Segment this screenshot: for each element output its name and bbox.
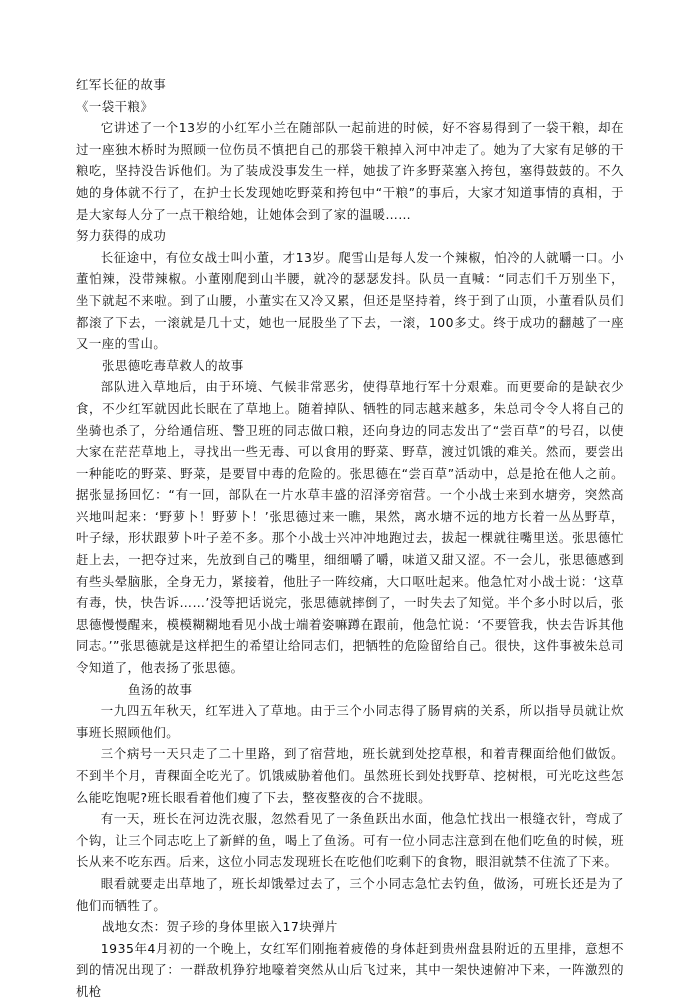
- story-nu-li-huo-de-de-cheng-gong: [76, 225, 624, 355]
- story-paragraph: 部队进入草地后，由于环境、气候非常恶劣，使得草地行军十分艰难。而更要命的是缺衣少食，不少红军就因此长眠在了草地上。随着掉队、牺牲的同志越来越多，朱总司令令人将自己的坐骑也杀了，分给通信班、警卫班的同志做口粮，还向身边的同志发出了“尝百草”的号召，以使大家在茫茫草地上，寻找出一些无毒、可以食用的野菜、野草，渡过饥饿的难关。然而，要尝出一种能吃的野菜、野菜，是要冒中毒的危险的。张思德在“尝百草”活动中，总是抢在他人之前。据张显扬回忆：“有一回，部队在一片水草丰盛的沼泽旁宿营。一个小战士来到水塘旁，突然高兴地叫起来：‘野萝卜！野萝卜！’张思德过来一瞧，果然，离水塘不远的地方长着一丛丛野草，叶子绿，形状跟萝卜叶子差不多。那个小战士兴冲冲地跑过去，拔起一棵就往嘴里送。张思德忙赶上去，一把夺过来，先放到自己的嘴里，细细嚼了嚼，味道又甜又涩。不一会儿，张思德感到有些头晕脑胀，全身无力，紧接着，他肚子一阵绞痛，大口呕吐起来。他急忙对小战士说：‘这草有毒，快，快告诉……’没等把话说完，张思德就摔倒了，一时失去了知觉。半个多小时以后，张思德慢慢醒来，模模糊糊地看见小战士端着姿嘛蹲在跟前，他急忙说：‘不要管我，快去告诉其他同志。’”张思德就是这样把生的希望让给同志们，把牺牲的危险留给自己。很快，这件事被朱总司令知道了，他表扬了张思德。: [76, 379, 624, 676]
- story-he-zi-zhen: [76, 916, 624, 1002]
- document-page: [76, 74, 624, 1003]
- story-heading: 《一袋干粮》: [76, 98, 154, 114]
- story-paragraph: 眼看就要走出草地了，班长却饿晕过去了，三个小同志急忙去钓鱼，做汤，可班长还是为了他们而牺牲了。: [76, 875, 624, 913]
- story-paragraph: 有一天，班长在河边洗衣服，忽然看见了一条鱼跃出水面，他急忙找出一根缝衣针，弯成了个钩，让三个同志吃上了新鲜的鱼，喝上了鱼汤。可有一位小同志注意到在他们吃鱼的时候，班长从来不吃东西。后来，这位小同志发现班长在吃他们吃剩下的食物，眼泪就禁不住流了下来。: [76, 811, 624, 870]
- story-heading: 努力获得的成功: [76, 228, 167, 244]
- document-title: 红军长征的故事: [76, 77, 167, 92]
- story-heading: 鱼汤的故事: [128, 681, 193, 697]
- story-zhang-si-de: [76, 355, 624, 679]
- story-yi-dai-gan-liang: [76, 96, 624, 226]
- story-paragraph: 三个病号一天只走了二十里路，到了宿营地，班长就到处挖草根，和着青稞面给他们做饭。不到半个月，青稞面全吃光了。饥饿威胁着他们。虽然班长到处找野草、挖树根，可光吃这些怎么能吃饱呢?班长眼看着他们瘦了下去，整夜整夜的合不拢眼。: [76, 746, 624, 805]
- story-paragraph: 它讲述了一个13岁的小红军小兰在随部队一起前进的时候，好不容易得到了一袋干粮，却在过一座独木桥时为照顾一位伤员不慎把自己的那袋干粮掉入河中冲走了。她为了大家有足够的干粮吃，坚持没告诉他们。为了装成没事发生一样，她拔了许多野菜塞入挎包，塞得鼓鼓的。不久她的身体就不行了，在护士长发现她吃野菜和挎包中“干粮”的事后，大家才知道事情的真相，于是大家每人分了一点干粮给她，让她体会到了家的温暖……: [76, 120, 624, 222]
- story-paragraph: 1935年4月初的一个晚上，女红军们刚拖着疲倦的身体赶到贵州盘县附近的五里排，意想不到的情况出现了：一群敌机狰狞地嚎着突然从山后飞过来，其中一架快速俯冲下来，一阵激烈的机枪: [76, 940, 624, 999]
- story-heading: 战地女杰：贺子珍的身体里嵌入17块弹片: [102, 919, 338, 935]
- story-paragraph: 一九四五年秋天，红军进入了草地。由于三个小同志得了肠胃病的关系，所以指导员就让炊事班长照顾他们。: [76, 703, 624, 740]
- story-yu-tang: [76, 679, 624, 917]
- story-heading: 张思德吃毒草救人的故事: [102, 357, 244, 373]
- story-paragraph: 长征途中，有位女战士叫小董，才13岁。爬雪山是每人发一个辣椒，怕冷的人就嚼一口。小董怕辣，没带辣椒。小董刚爬到山半腰，就冷的瑟瑟发抖。队员一直喊：“同志们千万别坐下，坐下就起不来啦。到了山腰，小董实在又冷又累，但还是坚持着，终于到了山顶，小董看队员们都滚了下去，一滚就是几十丈，她也一屁股坐了下去，一滚，100多丈。终于成功的翻越了一座又一座的雪山。: [76, 249, 624, 352]
